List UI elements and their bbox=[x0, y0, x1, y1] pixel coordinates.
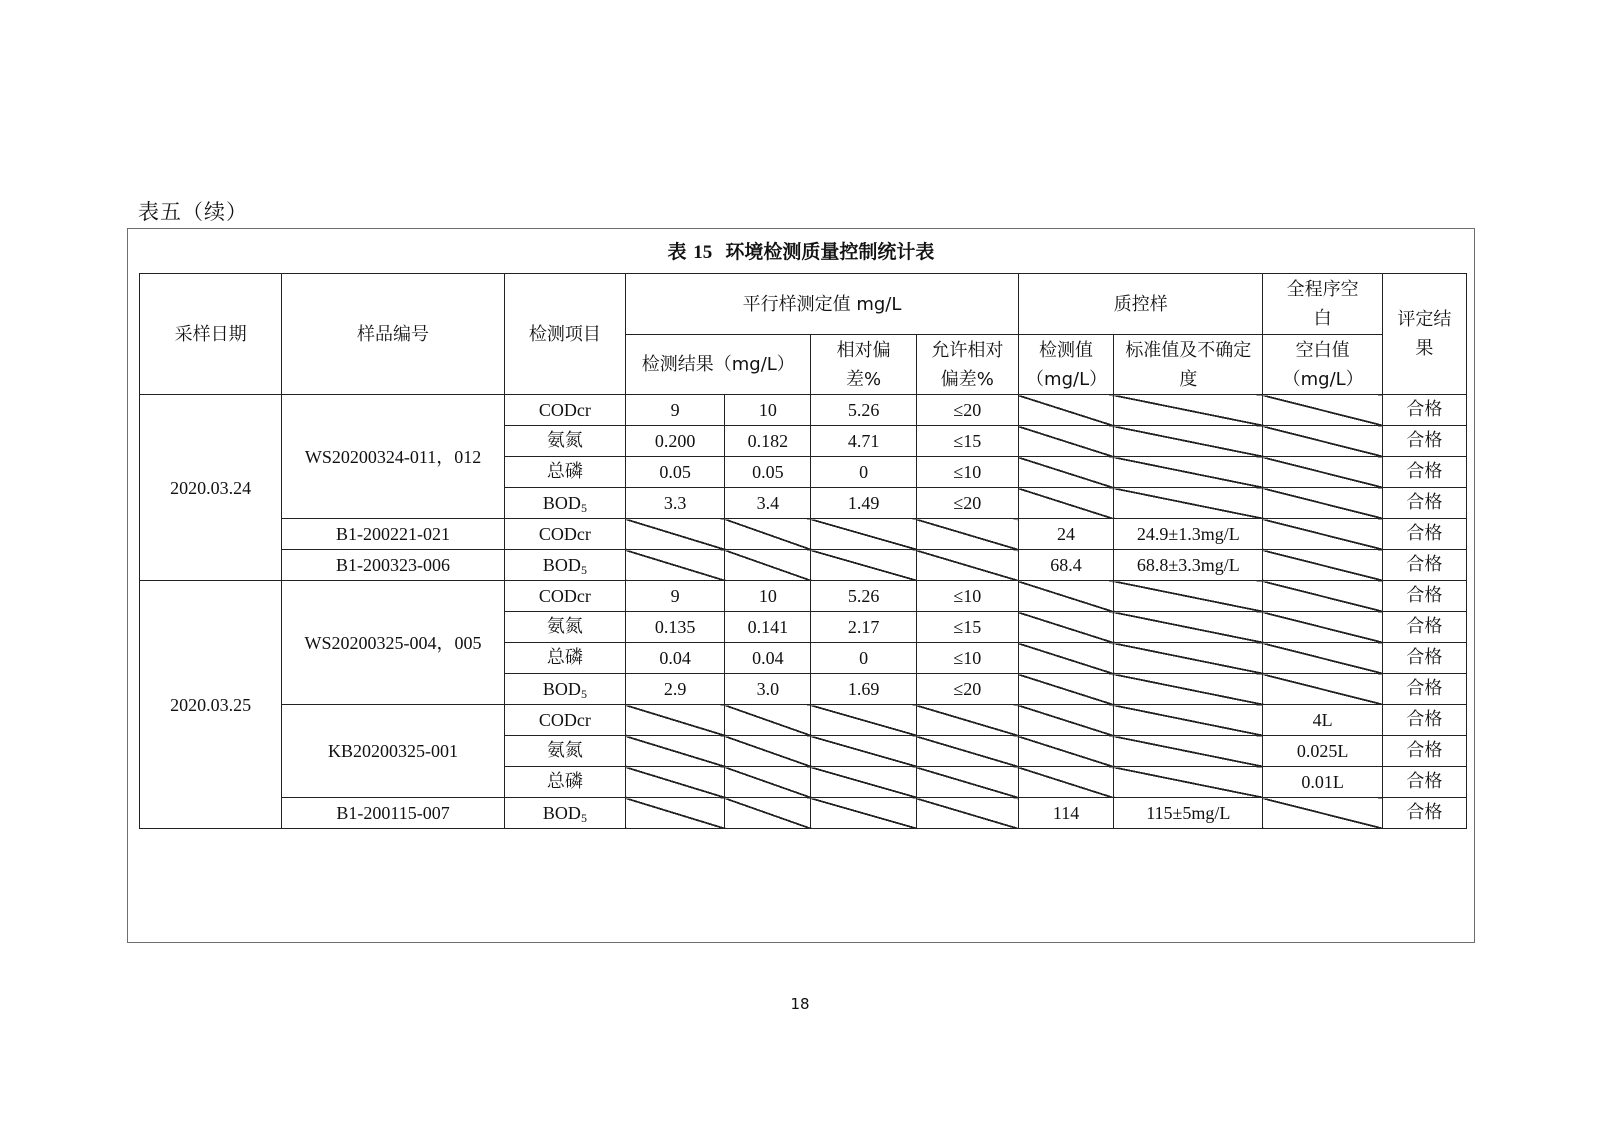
test-item-cell bbox=[504, 488, 625, 519]
test-item-subscript: 5 bbox=[580, 811, 587, 825]
result-2-cell: 0.04 bbox=[725, 643, 811, 674]
relative-deviation-cell: 1.69 bbox=[811, 674, 916, 705]
page-number: 18 bbox=[790, 995, 810, 1013]
empty-slash-cell bbox=[626, 736, 725, 767]
empty-slash-cell bbox=[1263, 643, 1382, 674]
verdict-cell: 合格 bbox=[1382, 612, 1466, 643]
test-item-cell: 氨氮 bbox=[504, 612, 625, 643]
verdict-cell: 合格 bbox=[1382, 457, 1466, 488]
result-2-cell: 10 bbox=[725, 581, 811, 612]
empty-slash-cell bbox=[626, 705, 725, 736]
empty-slash-cell bbox=[1263, 488, 1382, 519]
test-item-subscript: 5 bbox=[580, 501, 587, 515]
empty-slash-cell bbox=[1263, 426, 1382, 457]
sample-id-cell: B1-200115-007 bbox=[282, 798, 504, 829]
verdict-cell: 合格 bbox=[1382, 798, 1466, 829]
relative-deviation-cell: 2.17 bbox=[811, 612, 916, 643]
header-parallel-group: 平行样测定值 mg/L bbox=[626, 274, 1019, 335]
allowed-deviation-cell: ≤20 bbox=[916, 674, 1018, 705]
test-item-base: BOD bbox=[542, 493, 581, 513]
qc-value-cell: 24 bbox=[1018, 519, 1113, 550]
test-item-cell: CODcr bbox=[504, 581, 625, 612]
empty-slash-cell bbox=[1018, 736, 1113, 767]
sample-id-cell: WS20200324-011，012 bbox=[282, 395, 504, 519]
qc-value-cell: 68.4 bbox=[1018, 550, 1113, 581]
sample-id-cell: WS20200325-004，005 bbox=[282, 581, 504, 705]
result-2-cell: 0.182 bbox=[725, 426, 811, 457]
relative-deviation-cell: 4.71 bbox=[811, 426, 916, 457]
empty-slash-cell bbox=[1018, 581, 1113, 612]
verdict-cell: 合格 bbox=[1382, 426, 1466, 457]
verdict-cell: 合格 bbox=[1382, 767, 1466, 798]
test-item-base: BOD bbox=[542, 555, 581, 575]
empty-slash-cell bbox=[725, 736, 811, 767]
table-row bbox=[140, 550, 1467, 581]
empty-slash-cell bbox=[1114, 426, 1263, 457]
empty-slash-cell bbox=[1263, 581, 1382, 612]
verdict-cell: 合格 bbox=[1382, 395, 1466, 426]
empty-slash-cell bbox=[1114, 488, 1263, 519]
empty-slash-cell bbox=[1114, 395, 1263, 426]
standard-value-cell: 115±5mg/L bbox=[1114, 798, 1263, 829]
empty-slash-cell bbox=[1263, 612, 1382, 643]
sampling-date-cell: 2020.03.25 bbox=[140, 581, 282, 829]
verdict-cell: 合格 bbox=[1382, 519, 1466, 550]
header-relative-deviation bbox=[811, 335, 916, 395]
empty-slash-cell bbox=[916, 550, 1018, 581]
sampling-date-cell: 2020.03.24 bbox=[140, 395, 282, 581]
empty-slash-cell bbox=[725, 767, 811, 798]
empty-slash-cell bbox=[626, 519, 725, 550]
empty-slash-cell bbox=[811, 705, 916, 736]
empty-slash-cell bbox=[1114, 612, 1263, 643]
empty-slash-cell bbox=[1018, 488, 1113, 519]
empty-slash-cell bbox=[1018, 612, 1113, 643]
empty-slash-cell bbox=[916, 705, 1018, 736]
result-2-cell: 0.141 bbox=[725, 612, 811, 643]
result-2-cell: 3.4 bbox=[725, 488, 811, 519]
relative-deviation-cell: 5.26 bbox=[811, 581, 916, 612]
header-relative-deviation-text: 相对偏差% bbox=[836, 339, 891, 390]
blank-value-cell: 0.025L bbox=[1263, 736, 1382, 767]
test-item-cell: 总磷 bbox=[504, 457, 625, 488]
empty-slash-cell bbox=[1018, 426, 1113, 457]
empty-slash-cell bbox=[1018, 674, 1113, 705]
test-item-cell: 总磷 bbox=[504, 767, 625, 798]
header-qc-value bbox=[1018, 335, 1113, 395]
header-verdict bbox=[1382, 274, 1466, 395]
header-blank-group-text: 全程序空白 bbox=[1286, 279, 1359, 329]
test-item-cell: 氨氮 bbox=[504, 426, 625, 457]
empty-slash-cell bbox=[1263, 550, 1382, 581]
empty-slash-cell bbox=[1018, 705, 1113, 736]
empty-slash-cell bbox=[1114, 674, 1263, 705]
verdict-cell: 合格 bbox=[1382, 643, 1466, 674]
empty-slash-cell bbox=[1114, 581, 1263, 612]
test-item-cell: 氨氮 bbox=[504, 736, 625, 767]
result-2-cell: 0.05 bbox=[725, 457, 811, 488]
blank-value-cell: 4L bbox=[1263, 705, 1382, 736]
empty-slash-cell bbox=[1263, 395, 1382, 426]
empty-slash-cell bbox=[1114, 643, 1263, 674]
test-item-cell: CODcr bbox=[504, 705, 625, 736]
header-sample-id: 样品编号 bbox=[282, 274, 504, 395]
test-item-cell bbox=[504, 798, 625, 829]
verdict-cell: 合格 bbox=[1382, 550, 1466, 581]
empty-slash-cell bbox=[1263, 798, 1382, 829]
empty-slash-cell bbox=[1018, 395, 1113, 426]
empty-slash-cell bbox=[811, 736, 916, 767]
header-qc-group: 质控样 bbox=[1018, 274, 1263, 335]
result-1-cell: 0.200 bbox=[626, 426, 725, 457]
relative-deviation-cell: 5.26 bbox=[811, 395, 916, 426]
header-blank-value bbox=[1263, 335, 1382, 395]
header-qc-value-text: 检测值（mg/L） bbox=[1026, 339, 1108, 390]
header-standard-value bbox=[1114, 335, 1263, 395]
sample-id-cell: B1-200323-006 bbox=[282, 550, 504, 581]
relative-deviation-cell: 0 bbox=[811, 643, 916, 674]
result-1-cell: 3.3 bbox=[626, 488, 725, 519]
verdict-cell: 合格 bbox=[1382, 674, 1466, 705]
header-standard-value-text: 标准值及不确定度 bbox=[1125, 339, 1252, 390]
qc-statistics-table bbox=[139, 273, 1467, 829]
result-2-cell: 10 bbox=[725, 395, 811, 426]
test-item-cell bbox=[504, 674, 625, 705]
header-verdict-text: 评定结果 bbox=[1397, 309, 1452, 359]
test-item-cell: CODcr bbox=[504, 395, 625, 426]
empty-slash-cell bbox=[1114, 457, 1263, 488]
result-1-cell: 0.04 bbox=[626, 643, 725, 674]
table-row bbox=[140, 798, 1467, 829]
standard-value-cell: 24.9±1.3mg/L bbox=[1114, 519, 1263, 550]
empty-slash-cell bbox=[1114, 736, 1263, 767]
blank-value-cell: 0.01L bbox=[1263, 767, 1382, 798]
empty-slash-cell bbox=[1018, 767, 1113, 798]
empty-slash-cell bbox=[725, 550, 811, 581]
verdict-cell: 合格 bbox=[1382, 705, 1466, 736]
qc-value-cell: 114 bbox=[1018, 798, 1113, 829]
empty-slash-cell bbox=[916, 798, 1018, 829]
header-allowed-deviation-text: 允许相对偏差% bbox=[931, 339, 1004, 390]
empty-slash-cell bbox=[916, 519, 1018, 550]
empty-slash-cell bbox=[1114, 767, 1263, 798]
header-sampling-date: 采样日期 bbox=[140, 274, 282, 395]
table-row bbox=[140, 705, 1467, 736]
empty-slash-cell bbox=[725, 705, 811, 736]
verdict-cell: 合格 bbox=[1382, 581, 1466, 612]
empty-slash-cell bbox=[725, 798, 811, 829]
test-item-base: BOD bbox=[542, 679, 581, 699]
header-test-item: 检测项目 bbox=[504, 274, 625, 395]
result-1-cell: 9 bbox=[626, 395, 725, 426]
empty-slash-cell bbox=[1263, 674, 1382, 705]
result-1-cell: 9 bbox=[626, 581, 725, 612]
table-title bbox=[128, 237, 1474, 264]
sample-id-cell: B1-200221-021 bbox=[282, 519, 504, 550]
empty-slash-cell bbox=[1263, 519, 1382, 550]
sample-id-cell: KB20200325-001 bbox=[282, 705, 504, 798]
verdict-cell: 合格 bbox=[1382, 488, 1466, 519]
header-blank-value-text: 空白值（mg/L） bbox=[1282, 339, 1364, 390]
empty-slash-cell bbox=[811, 519, 916, 550]
test-item-cell bbox=[504, 550, 625, 581]
header-allowed-deviation bbox=[916, 335, 1018, 395]
verdict-cell: 合格 bbox=[1382, 736, 1466, 767]
table-row bbox=[140, 581, 1467, 612]
empty-slash-cell bbox=[626, 550, 725, 581]
table-title-number: 15 bbox=[693, 242, 713, 263]
standard-value-cell: 68.8±3.3mg/L bbox=[1114, 550, 1263, 581]
header-result: 检测结果（mg/L） bbox=[626, 335, 811, 395]
empty-slash-cell bbox=[811, 550, 916, 581]
empty-slash-cell bbox=[811, 767, 916, 798]
empty-slash-cell bbox=[916, 767, 1018, 798]
table-title-prefix: 表 bbox=[667, 241, 687, 263]
result-1-cell: 0.135 bbox=[626, 612, 725, 643]
test-item-cell: 总磷 bbox=[504, 643, 625, 674]
table-title-text: 环境检测质量控制统计表 bbox=[725, 241, 935, 263]
header-blank-group bbox=[1263, 274, 1382, 335]
allowed-deviation-cell: ≤15 bbox=[916, 612, 1018, 643]
section-heading: 表五（续） bbox=[138, 200, 248, 224]
test-item-subscript: 5 bbox=[580, 687, 587, 701]
table-frame bbox=[127, 228, 1475, 943]
empty-slash-cell bbox=[626, 767, 725, 798]
allowed-deviation-cell: ≤15 bbox=[916, 426, 1018, 457]
empty-slash-cell bbox=[1263, 457, 1382, 488]
empty-slash-cell bbox=[1114, 705, 1263, 736]
empty-slash-cell bbox=[916, 736, 1018, 767]
test-item-base: BOD bbox=[542, 803, 581, 823]
empty-slash-cell bbox=[1018, 457, 1113, 488]
table-row bbox=[140, 395, 1467, 426]
result-1-cell: 0.05 bbox=[626, 457, 725, 488]
empty-slash-cell bbox=[725, 519, 811, 550]
empty-slash-cell bbox=[1018, 643, 1113, 674]
allowed-deviation-cell: ≤20 bbox=[916, 488, 1018, 519]
allowed-deviation-cell: ≤10 bbox=[916, 643, 1018, 674]
result-1-cell: 2.9 bbox=[626, 674, 725, 705]
table-row bbox=[140, 519, 1467, 550]
relative-deviation-cell: 1.49 bbox=[811, 488, 916, 519]
test-item-subscript: 5 bbox=[580, 563, 587, 577]
test-item-cell: CODcr bbox=[504, 519, 625, 550]
result-2-cell: 3.0 bbox=[725, 674, 811, 705]
allowed-deviation-cell: ≤20 bbox=[916, 395, 1018, 426]
empty-slash-cell bbox=[811, 798, 916, 829]
empty-slash-cell bbox=[626, 798, 725, 829]
relative-deviation-cell: 0 bbox=[811, 457, 916, 488]
allowed-deviation-cell: ≤10 bbox=[916, 581, 1018, 612]
allowed-deviation-cell: ≤10 bbox=[916, 457, 1018, 488]
